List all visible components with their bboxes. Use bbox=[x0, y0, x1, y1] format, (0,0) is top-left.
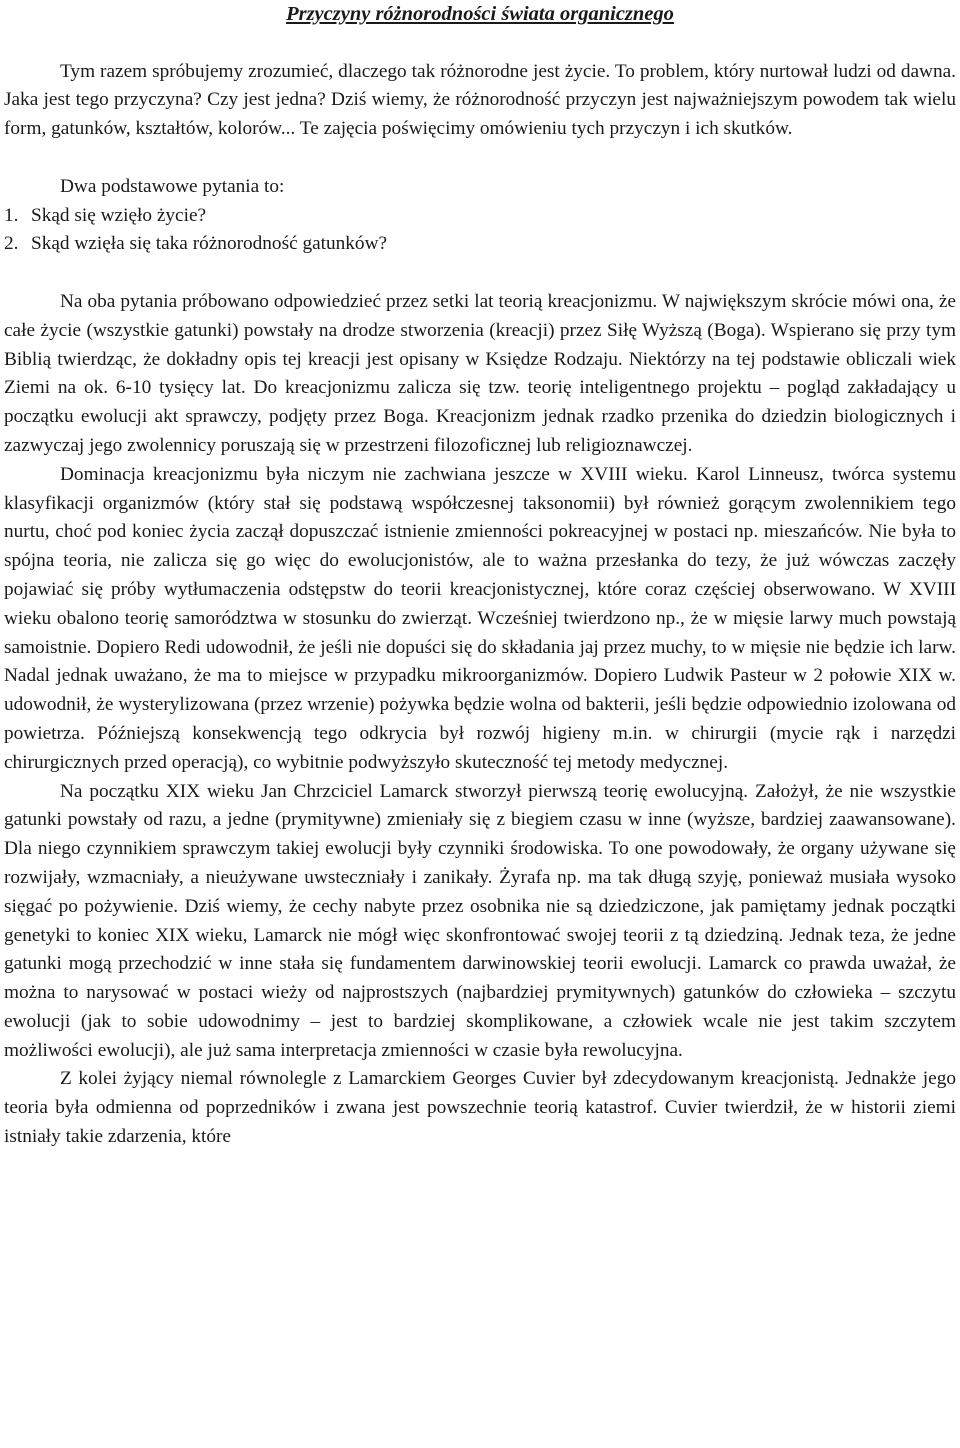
list-item-number: 2. bbox=[4, 233, 19, 255]
section-spacer bbox=[4, 259, 956, 288]
intro-paragraph: Tym razem spróbujemy zrozumieć, dlaczego tak różnorodne jest życie. To problem, który nurtował ludzi od dawna. Jaka jest tego przyczyna? Czy jest jedna? Dziś wiemy, że różnorodność przyczyn jest najważniejszym powodem tak wielu form, gatunków, kształtów, kolorów... Te zajęcia poświęcimy omówieniu tych przyczyn i ich skutków. bbox=[4, 60, 956, 140]
list-item-text: Skąd wzięła się taka różnorodność gatunków? bbox=[31, 233, 388, 255]
body-paragraph-dominacja: Dominacja kreacjonizmu była niczym nie zachwiana jeszcze w XVIII wieku. Karol Linneusz, twórca systemu klasyfikacji organizmów (który stał się podstawą współczesnej taksonomii) był również gorącym zwolennikiem tego nurtu, choć pod koniec życia zaczął dopuszczać istnienie zmienności pokreacyjnej w postaci np. mieszańców. Nie była to spójna teoria, nie zalicza się go więc do ewolucjonistów, ale to ważna przesłanka do tezy, że już wówczas zaczęły pojawiać się próby wytłumaczenia odstępstw do teorii kreacjonistycznej, które coraz częściej obserwowano. W XVIII wieku obalono teorię samorództwa w stosunku do zwierząt. Wcześniej twierdzono np., że w mięsie larwy much powstają samoistnie. Dopiero Redi udowodnił, że jeśli nie dopuści się do składania jaj przez muchy, to w mięsie nie będzie ich larw. Nadal jednak uważano, że ma to miejsce w przypadku mikroorganizmów. Dopiero Ludwik Pasteur w 2 połowie XIX w. udowodnił, że wysterylizowana (przez wrzenie) pożywka będzie wolna od bakterii, jeśli będzie odpowiednio izolowana od powietrza. Późniejszą konsekwencją tego odkrycia był rozwój higieny m.in. w chirurgii (mycie rąk i narzędzi chirurgicznych przed operacją), co wybitnie podwyższyło skuteczność tej metody medycznej. bbox=[4, 463, 956, 773]
title-spacer bbox=[4, 29, 956, 58]
list-item-number: 1. bbox=[4, 204, 19, 226]
list-item bbox=[4, 230, 956, 259]
body-paragraph-cuvier: Z kolei żyjący niemal równolegle z Lamarckiem Georges Cuvier był zdecydowanym kreacjonistą. Jednakże jego teoria była odmienna od poprzedników i zwana jest powszechnie teorią katastrof. Cuvier twierdził, że w historii ziemi istniały takie zdarzenia, które bbox=[4, 1068, 956, 1148]
list-item-text: Skąd się wzięło życie? bbox=[31, 204, 207, 226]
body-paragraph-kreacjonizm: Na oba pytania próbowano odpowiedzieć przez setki lat teorią kreacjonizmu. W największym skrócie mówi ona, że całe życie (wszystkie gatunki) powstały na drodze stworzenia (kreacji) przez Siłę Wyższą (Boga). Wspierano się przy tym Biblią twierdząc, że dokładny opis tej kreacji jest opisany w Księdze Rodzaju. Niektórzy na tej podstawie obliczali wiek Ziemi na ok. 6-10 tysięcy lat. Do kreacjonizmu zalicza się tzw. teorię inteligentnego projektu – pogląd zakładający u początku ewolucji akt sprawczy, podjęty przez Boga. Kreacjonizm jednak rzadko przenika do dziedzin biologicznych i zazwyczaj jego zwolennicy poruszają się w przestrzeni filozoficznej lub religioznawczej. bbox=[4, 290, 956, 456]
document-title: Przyczyny różnorodności świata organicznego bbox=[286, 3, 674, 25]
list-item bbox=[4, 202, 956, 231]
questions-list bbox=[4, 202, 956, 260]
section-spacer bbox=[4, 144, 956, 173]
document-page bbox=[4, 0, 956, 1152]
questions-heading: Dwa podstawowe pytania to: bbox=[60, 175, 285, 197]
body-paragraph-lamarck: Na początku XIX wieku Jan Chrzciciel Lamarck stworzył pierwszą teorię ewolucyjną. Założył, że nie wszystkie gatunki powstały od razu, a jedne (prymitywne) zmieniały się z biegiem czasu w inne (wyższe, bardziej zaawansowane). Dla niego czynnikiem sprawczym takiej ewolucji były czynniki środowiska. To one powodowały, że organy używane się rozwijały, wzmacniały, a nieużywane uwsteczniały i zanikały. Żyrafa np. ma tak długą szyję, ponieważ musiała wysoko sięgać po pożywienie. Dziś wiemy, że cechy nabyte przez osobnika nie są dziedziczone, jak pamiętamy jednak początki genetyki to koniec XIX wieku, Lamarck nie mógł więc skonfrontować swojej teorii z tą dziedziną. Jednak teza, że jedne gatunki mogą przechodzić w inne stała się fundamentem darwinowskiej teorii ewolucji. Lamarck co prawda uważał, że można to narysować w postaci wieży od najprostszych (najbardziej prymitywnych) gatunków do człowieka – szczytu ewolucji (jak to sobie udowodnimy – jest to bardziej skomplikowane, a człowiek wcale nie jest takim szczytem możliwości ewolucji), ale już sama interpretacja zmienności w czasie była rewolucyjna. bbox=[4, 780, 956, 1061]
